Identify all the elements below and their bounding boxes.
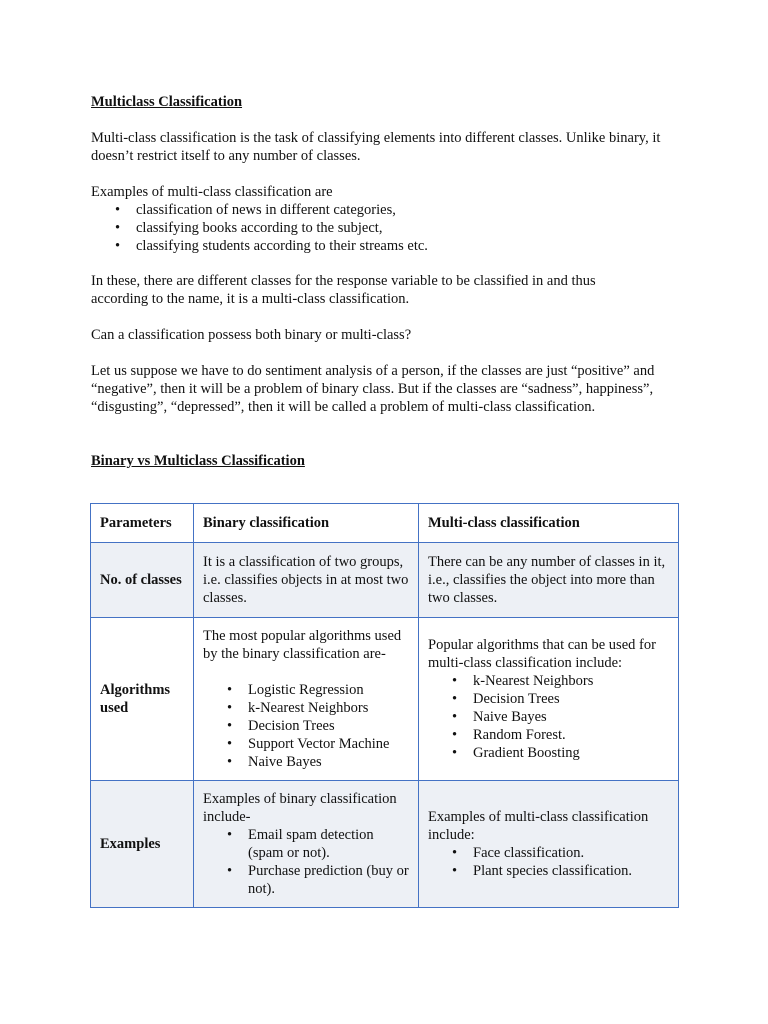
response-variable-paragraph: In these, there are different classes for the response variable to be classified in and thus according to the name, it is a multi-class classification.: [91, 273, 596, 307]
header-multiclass: Multi-class classification: [419, 504, 679, 543]
section-title-multiclass: Multiclass Classification: [91, 94, 243, 110]
list-item: • classifying students according to their streams etc.: [136, 237, 691, 255]
list-item: • Decision Trees: [248, 717, 409, 735]
binary-examples-list: [203, 826, 409, 898]
cell-multi-classes: There can be any number of classes in it, i.e., classifies the object into more than two classes.: [419, 543, 679, 618]
table-row: [91, 618, 679, 781]
cell-multi-algorithms: [419, 618, 679, 781]
list-item: • Gradient Boosting: [473, 744, 669, 762]
multi-algorithms-intro: Popular algorithms that can be used for multi-class classification include:: [428, 637, 656, 671]
cell-binary-examples: [194, 781, 419, 908]
list-item: • Naive Bayes: [473, 708, 669, 726]
header-parameters: Parameters: [91, 504, 194, 543]
examples-intro: Examples of multi-class classification are: [91, 184, 333, 200]
table-header-row: [91, 504, 679, 543]
table-row: [91, 543, 679, 618]
list-item: • classifying books according to the subject,: [136, 219, 691, 237]
list-item: • k-Nearest Neighbors: [473, 672, 669, 690]
list-item: • Decision Trees: [473, 690, 669, 708]
sentiment-paragraph: Let us suppose we have to do sentiment analysis of a person, if the classes are just “positive” and “negative”, then it will be a problem of binary class. But if the classes are “sadness”, happiness”, “disgusting”, “depressed”, then it will be called a problem of multi-class classification.: [91, 363, 655, 415]
multi-examples-list: [428, 844, 669, 880]
list-item: • Face classification.: [473, 844, 669, 862]
list-item: • k-Nearest Neighbors: [248, 699, 409, 717]
param-algorithms-used: Algorithms used: [91, 618, 194, 781]
intro-paragraph: Multi-class classification is the task of classifying elements into different classes. Unlike binary, it doesn’t restrict itself to any number of classes.: [91, 130, 661, 164]
list-item: • Random Forest.: [473, 726, 669, 744]
list-item: • Plant species classification.: [473, 862, 669, 880]
multi-examples-intro: Examples of multi-class classification include:: [428, 809, 649, 843]
binary-algorithms-list: [203, 681, 409, 771]
list-item: • Logistic Regression: [248, 681, 409, 699]
binary-examples-intro: Examples of binary classification include-: [203, 791, 397, 825]
comparison-table: [90, 503, 679, 908]
section-title-binary-vs-multiclass: Binary vs Multiclass Classification: [91, 453, 305, 469]
list-item: • Purchase prediction (buy or not).: [248, 862, 409, 898]
multi-algorithms-list: [428, 672, 669, 762]
cell-binary-algorithms: [194, 618, 419, 781]
examples-block: [91, 183, 691, 255]
list-item: • classification of news in different categories,: [136, 201, 691, 219]
list-item: • Email spam detection (spam or not).: [248, 826, 409, 862]
table-row: [91, 781, 679, 908]
cell-multi-examples: [419, 781, 679, 908]
question-paragraph: Can a classification possess both binary or multi-class?: [91, 327, 412, 343]
param-examples: Examples: [91, 781, 194, 908]
header-binary: Binary classification: [194, 504, 419, 543]
list-item: • Naive Bayes: [248, 753, 409, 771]
examples-list: [91, 201, 691, 255]
param-no-of-classes: No. of classes: [91, 543, 194, 618]
binary-algorithms-intro: The most popular algorithms used by the binary classification are-: [203, 628, 402, 662]
list-item: • Support Vector Machine: [248, 735, 409, 753]
cell-binary-classes: It is a classification of two groups, i.e. classifies objects in at most two classes.: [194, 543, 419, 618]
